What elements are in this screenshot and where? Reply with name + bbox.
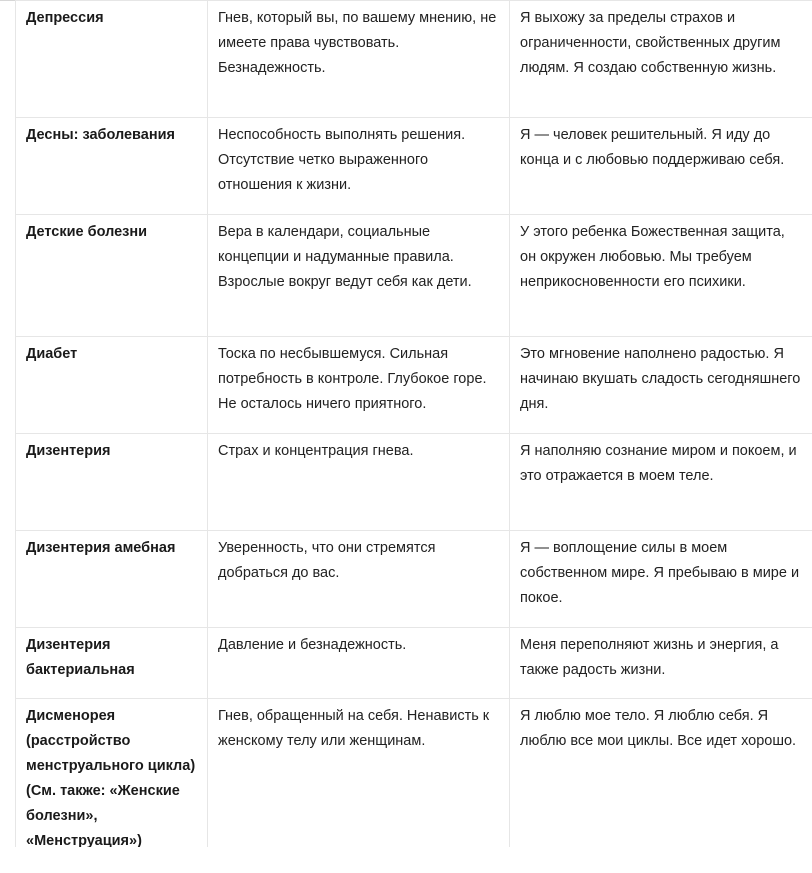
table-row [16,628,812,699]
cause-cell: Страх и концентрация гнева. [208,434,510,531]
table-row [16,1,812,118]
cause-cell: Уверенность, что они стремятся добраться до вас. [208,531,510,628]
term-cell: Дизентерия бактериальная [16,628,208,699]
table-row [16,337,812,434]
affirmation-cell: Я наполняю сознание миром и покоем, и это отражается в моем теле. [510,434,812,531]
term-cell: Диабет [16,337,208,434]
cause-cell: Гнев, который вы, по вашему мнению, не имеете права чувствовать. Безнадежность. [208,1,510,118]
affirmation-cell: Я — человек решительный. Я иду до конца и с любовью поддерживаю себя. [510,118,812,215]
affirmation-cell: Я люблю мое тело. Я люблю себя. Я люблю все мои циклы. Все идет хорошо. [510,699,812,848]
table-row [16,699,812,848]
cause-cell: Давление и безнадежность. [208,628,510,699]
affirmation-cell: Это мгновение наполнено радостью. Я начинаю вкушать сладость сегодняшнего дня. [510,337,812,434]
table-row [16,215,812,337]
affirmation-cell: Меня переполняют жизнь и энергия, а также радость жизни. [510,628,812,699]
term-cell: Дисменорея (расстройство менструального цикла) (См. также: «Женские болезни», «Менструация») [16,699,208,848]
affirmation-cell: Я — воплощение силы в моем собственном мире. Я пребываю в мире и покое. [510,531,812,628]
term-cell: Детские болезни [16,215,208,337]
diseases-table [15,0,812,847]
table-row [16,118,812,215]
affirmation-cell: У этого ребенка Божественная защита, он окружен любовью. Мы требуем неприкосновенности его психики. [510,215,812,337]
table-row [16,434,812,531]
term-cell: Дизентерия амебная [16,531,208,628]
cause-cell: Гнев, обращенный на себя. Ненависть к женскому телу или женщинам. [208,699,510,848]
table-row [16,531,812,628]
term-cell: Депрессия [16,1,208,118]
term-cell: Дизентерия [16,434,208,531]
cause-cell: Неспособность выполнять решения. Отсутствие четко выраженного отношения к жизни. [208,118,510,215]
cause-cell: Тоска по несбывшемуся. Сильная потребность в контроле. Глубокое горе. Не осталось ничего приятного. [208,337,510,434]
term-cell: Десны: заболевания [16,118,208,215]
affirmation-cell: Я выхожу за пределы страхов и ограниченности, свойственных другим людям. Я создаю собственную жизнь. [510,1,812,118]
cause-cell: Вера в календари, социальные концепции и надуманные правила. Взрослые вокруг ведут себя как дети. [208,215,510,337]
